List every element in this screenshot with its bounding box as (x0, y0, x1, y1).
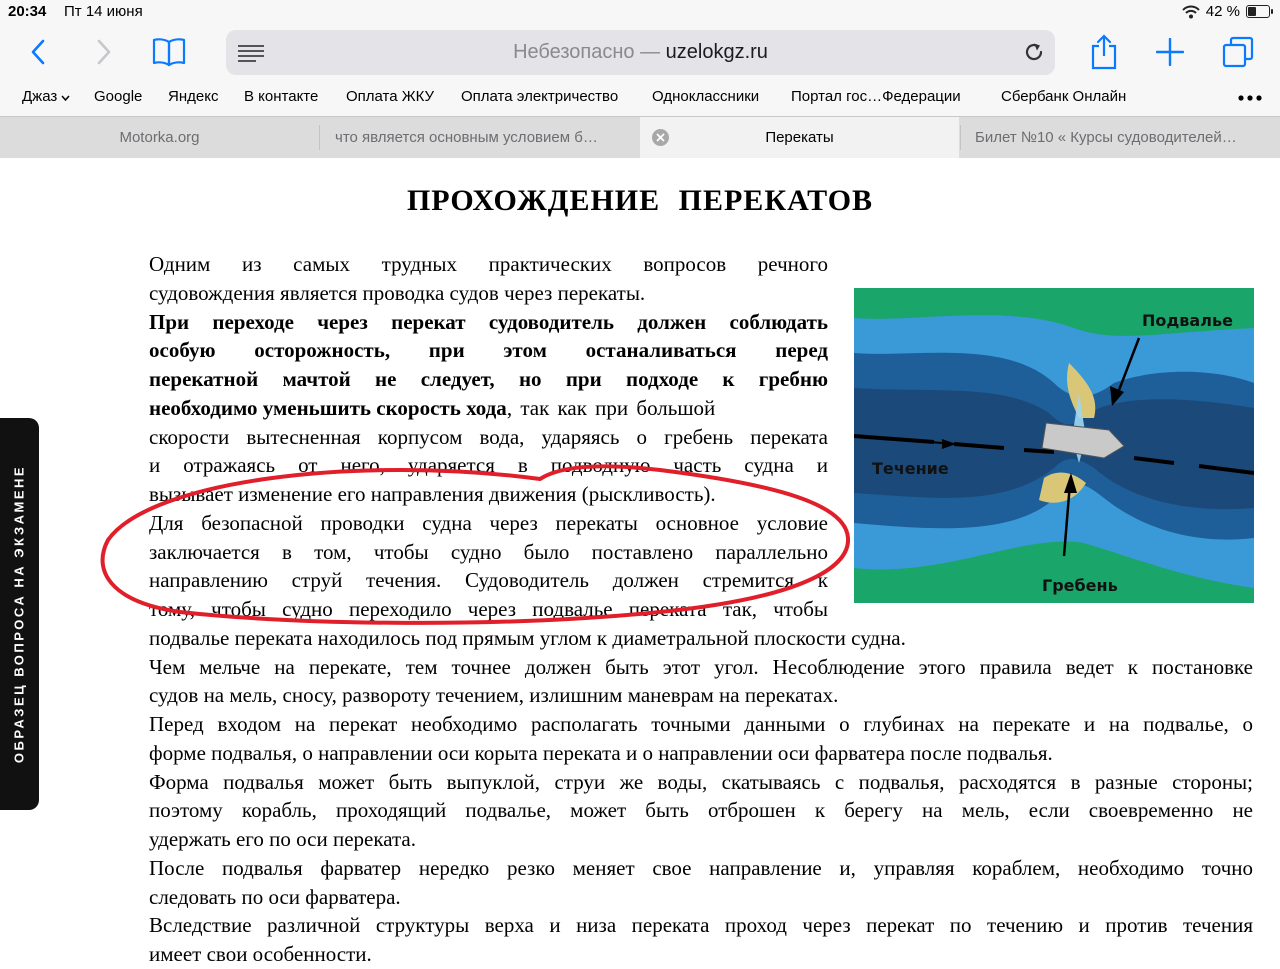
bookmarks-button[interactable] (147, 30, 191, 74)
bookmark-yandex[interactable]: Яндекс (168, 88, 219, 105)
text-line: Чем мельче на перекате, тем точнее должен быть этот угол. Несоблюдение этого правила ведет к постановке (149, 655, 1253, 679)
reload-icon[interactable] (1023, 41, 1045, 63)
text-line: форме подвалья, о направлении оси корыта переката и о направлении оси фарватера после подвалья. (149, 741, 1053, 765)
text-line: Одним из самых трудных практических вопросов речного (149, 252, 828, 276)
tab-motorka[interactable]: Motorka.org (119, 129, 200, 146)
bookmark-zhku[interactable]: Оплата ЖКУ (346, 88, 435, 105)
battery-icon (1246, 5, 1270, 18)
text-line: Форма подвалья может быть выпуклой, струи же воды, скатываясь с подвалья, расходятся в разные стороны; (149, 770, 1253, 794)
bookmark-electricity[interactable]: Оплата электричество (461, 88, 619, 105)
status-bar (0, 0, 1280, 24)
bookmark-label: Джаз (22, 88, 58, 105)
tab-bar (0, 116, 1280, 159)
new-tab-plus-icon (1156, 38, 1184, 66)
text-line: Перед входом на перекат необходимо располагать точными данными о глубинах на перекате и на подвалье, о (149, 712, 1253, 736)
chevron-down-icon (61, 95, 70, 101)
text-line: судов на мель, сносу, развороту течением, излишним маневрам на перекатах. (149, 683, 839, 707)
text-fragment-bold: необходимо уменьшить скорость хода (149, 396, 507, 420)
bookmark-folder-jazz[interactable] (22, 88, 70, 105)
text-line-mixed (149, 394, 828, 423)
text-line: скорости вытесненная корпусом вода, ударяясь о гребень переката (149, 425, 828, 449)
wifi-icon (1182, 5, 1200, 19)
new-tab-button[interactable] (1148, 30, 1192, 74)
text-fragment: , так как при большой (506, 396, 716, 420)
page-title: ПРОХОЖДЕНИЕ ПЕРЕКАТОВ (406, 184, 874, 217)
insecure-label: Небезопасно (513, 41, 635, 63)
close-tab-icon[interactable] (652, 129, 669, 146)
shoal-diagram-image (854, 288, 1254, 603)
bookmark-gosuslugi[interactable]: Портал гос…Федерации (791, 88, 961, 105)
tabs-overview-icon (1222, 36, 1254, 68)
text-line: тому, чтобы судно переходило через подвалье переката так, чтобы (149, 597, 828, 621)
text-line: После подвалья фарватер нередко резко меняет свое направление и, управляя кораблем, необходимо точно (149, 856, 1253, 880)
battery-level (1248, 7, 1256, 16)
address-host: uzelokgz.ru (665, 41, 768, 63)
tab-perekaty[interactable] (640, 117, 959, 158)
banner-text: ОБРАЗЕЦ ВОПРОСА НА ЭКЗАМЕНЕ (11, 464, 27, 764)
text-line: заключается в том, чтобы судно было поставлено параллельно (149, 540, 828, 564)
bookmark-google[interactable]: Google (94, 88, 143, 105)
address-separator: — (634, 41, 666, 63)
favorites-bar (0, 82, 1280, 116)
status-date: Пт 14 июня (64, 3, 143, 20)
text-line: удержать его по оси переката. (149, 827, 417, 851)
tab-bilet[interactable]: Билет №10 « Курсы судоводителей… (975, 129, 1237, 146)
figure-label-podvalye: Подвалье (1142, 311, 1233, 330)
tabs-overview-button[interactable] (1216, 30, 1260, 74)
exam-sample-banner (0, 418, 39, 810)
browser-toolbar (0, 24, 1280, 82)
text-line: При переходе через перекат судоводитель должен соблюдать (149, 310, 828, 334)
text-line: следовать по оси фарватера. (149, 885, 401, 909)
text-line: судовождения является проводка судов через перекаты. (149, 281, 646, 305)
tab-search-query[interactable]: что является основным условием б… (335, 129, 598, 146)
share-button[interactable] (1082, 30, 1126, 74)
address-bar[interactable] (226, 30, 1055, 75)
address-text[interactable] (226, 41, 1055, 64)
back-icon (30, 39, 46, 65)
figure-label-greben: Гребень (1042, 576, 1118, 595)
text-line: направлению струй течения. Судоводитель должен стремится к (149, 568, 828, 592)
forward-icon (96, 39, 112, 65)
text-line: перекатной мачтой не следует, но при подходе к гребню (149, 367, 828, 391)
bookmark-odnoklassniki[interactable]: Одноклассники (652, 88, 760, 105)
bookmark-sberbank[interactable]: Сбербанк Онлайн (1001, 88, 1127, 105)
bookmarks-book-icon (151, 37, 187, 67)
text-line: Для безопасной проводки судна через перекаты основное условие (149, 511, 828, 535)
bookmark-vkontakte[interactable]: В контакте (244, 88, 319, 105)
battery-percent: 42 % (1205, 3, 1240, 20)
web-page (0, 158, 1280, 966)
status-right (1182, 3, 1270, 20)
tab-label: Перекаты (765, 129, 834, 146)
figure-label-techenie: Течение (872, 459, 949, 478)
text-line: Вследствие различной структуры верха и низа переката проход через перекат по течению и против течения (149, 913, 1253, 937)
text-line: вызывает изменение его направления движения (рыскливость). (149, 482, 716, 506)
text-line: имеет свои особенности. (149, 942, 372, 966)
status-time: 20:34 (8, 3, 47, 20)
text-line: особую осторожность, при этом останаливаться перед (149, 338, 828, 362)
text-line: поэтому корабль, проходящий подвалье, может быть отброшен к берегу на мель, если своевременно не (149, 798, 1253, 822)
share-icon (1090, 34, 1118, 70)
text-line: и отражаясь от него, ударяется в подводную часть судна и (149, 453, 828, 477)
back-button[interactable] (16, 30, 60, 74)
forward-button[interactable] (82, 30, 126, 74)
text-line: подвалье переката находилось под прямым углом к диаметральной плоскости судна. (149, 626, 906, 650)
more-icon[interactable] (1238, 95, 1262, 101)
